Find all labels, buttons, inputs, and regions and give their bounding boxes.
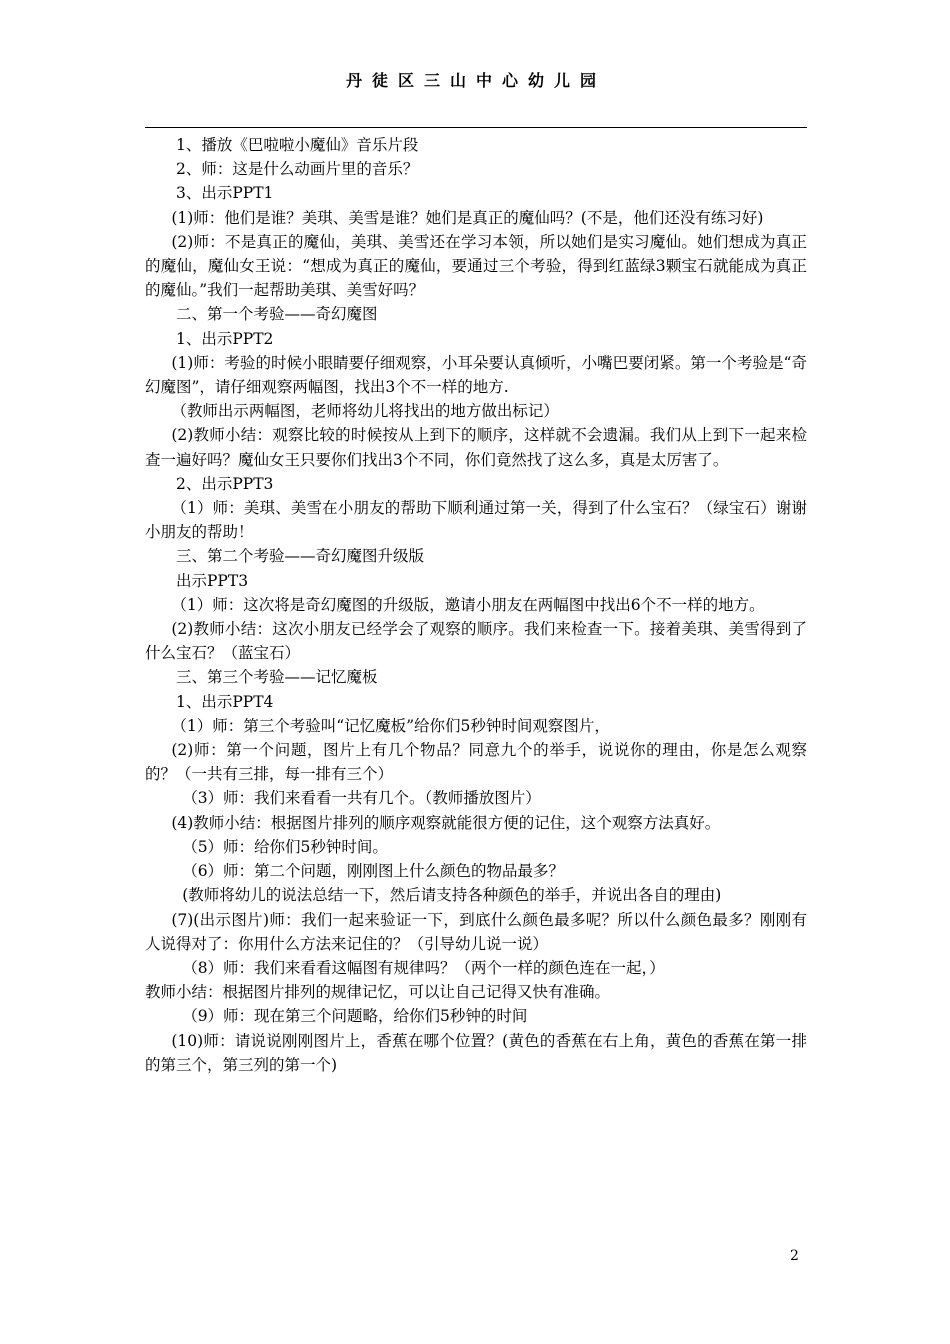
paragraph: (4)教师小结：根据图片排列的顺序观察就能很方便的记住，这个观察方法真好。 xyxy=(171,813,721,832)
paragraph: (10)师：请说说刚刚图片上，香蕉在哪个位置？(黄色的香蕉在右上角，黄色的香蕉在第一排的第三个，第三列的第一个) xyxy=(145,1031,807,1074)
paragraph: （5）师：给你们5秒钟时间。 xyxy=(182,837,388,856)
paragraph: (2)教师小结：这次小朋友已经学会了观察的顺序。我们来检查一下。接着美琪、美雪得到了什么宝石？（蓝宝石） xyxy=(145,620,807,663)
paragraph: 1、播放《巴啦啦小魔仙》音乐片段 xyxy=(176,136,419,154)
paragraph: (教师将幼儿的说法总结一下，然后请支持各种颜色的举手，并说出各自的理由) xyxy=(182,886,722,905)
paragraph: (2)教师小结：观察比较的时候按从上到下的顺序，这样就不会遗漏。我们从上到下一起来检查一遍好吗？魔仙女王只要你们找出3个不同，你们竟然找了这么多，真是太厉害了。 xyxy=(145,426,807,469)
paragraph: 出示PPT3 xyxy=(176,571,249,590)
paragraph: 2、出示PPT3 xyxy=(176,474,274,493)
paragraph: 2、师：这是什么动画片里的音乐？ xyxy=(176,160,419,179)
page-number: 2 xyxy=(790,1248,799,1264)
paragraph: 三、第二个考验——奇幻魔图升级版 xyxy=(176,547,425,566)
paragraph: 二、第一个考验——奇幻魔图 xyxy=(176,305,378,324)
paragraph: 1、出示PPT2 xyxy=(176,329,274,348)
paragraph: 三、第三个考验——记忆魔板 xyxy=(176,668,378,687)
document-body xyxy=(145,133,807,1077)
paragraph: (2)师：第一个问题，图片上有几个物品？同意九个的举手，说说你的理由，你是怎么观察的？（一共有三排，每一排有三个） xyxy=(145,741,807,784)
header-rule xyxy=(145,127,807,128)
paragraph: （6）师：第二个问题，刚刚图上什么颜色的物品最多？ xyxy=(182,862,565,881)
paragraph: （1）师：美琪、美雪在小朋友的帮助下顺利通过第一关，得到了什么宝石？（绿宝石）谢谢小朋友的帮助！ xyxy=(145,499,807,542)
paragraph: （9）师：现在第三个问题略，给你们5秒钟的时间 xyxy=(182,1007,528,1026)
paragraph: (1)师：他们是谁？美琪、美雪是谁？她们是真正的魔仙吗？(不是，他们还没有练习好) xyxy=(171,208,764,227)
paragraph: (7)(出示图片)师：我们一起来验证一下，到底什么颜色最多呢？所以什么颜色最多？刚刚有人说得对了：你用什么方法来记住的？（引导幼儿说一说） xyxy=(145,910,807,953)
paragraph: 1、出示PPT4 xyxy=(176,692,274,711)
paragraph: 教师小结：根据图片排列的规律记忆，可以让自己记得又快有准确。 xyxy=(145,983,611,1002)
paragraph: (1)师：考验的时候小眼睛要仔细观察，小耳朵要认真倾听，小嘴巴要闭紧。第一个考验是“奇幻魔图”，请仔细观察两幅图，找出3个不一样的地方. xyxy=(145,353,807,397)
paragraph: （1）师：第三个考验叫“记忆魔板”给你们5秒钟时间观察图片， xyxy=(171,716,610,735)
paragraph: 3、出示PPT1 xyxy=(176,184,274,203)
paragraph: （8）师：我们来看看这幅图有规律吗？（两个一样的颜色连在一起，） xyxy=(182,958,665,977)
paragraph: （教师出示两幅图，老师将幼儿将找出的地方做出标记） xyxy=(171,402,559,421)
paragraph: （3）师：我们来看看一共有几个。（教师播放图片） xyxy=(182,789,541,808)
paragraph: (2)师：不是真正的魔仙，美琪、美雪还在学习本领，所以她们是实习魔仙。她们想成为真正的魔仙，魔仙女王说：“想成为真正的魔仙，要通过三个考验，得到红蓝绿3颗宝石就能成为真正的魔仙。”我们一起帮助美琪、美雪好吗？ xyxy=(145,232,807,300)
paragraph: （1）师：这次将是奇幻魔图的升级版，邀请小朋友在两幅图中找出6个不一样的地方。 xyxy=(171,595,765,614)
document-header: 丹徒区三山中心幼儿园 xyxy=(345,71,606,90)
